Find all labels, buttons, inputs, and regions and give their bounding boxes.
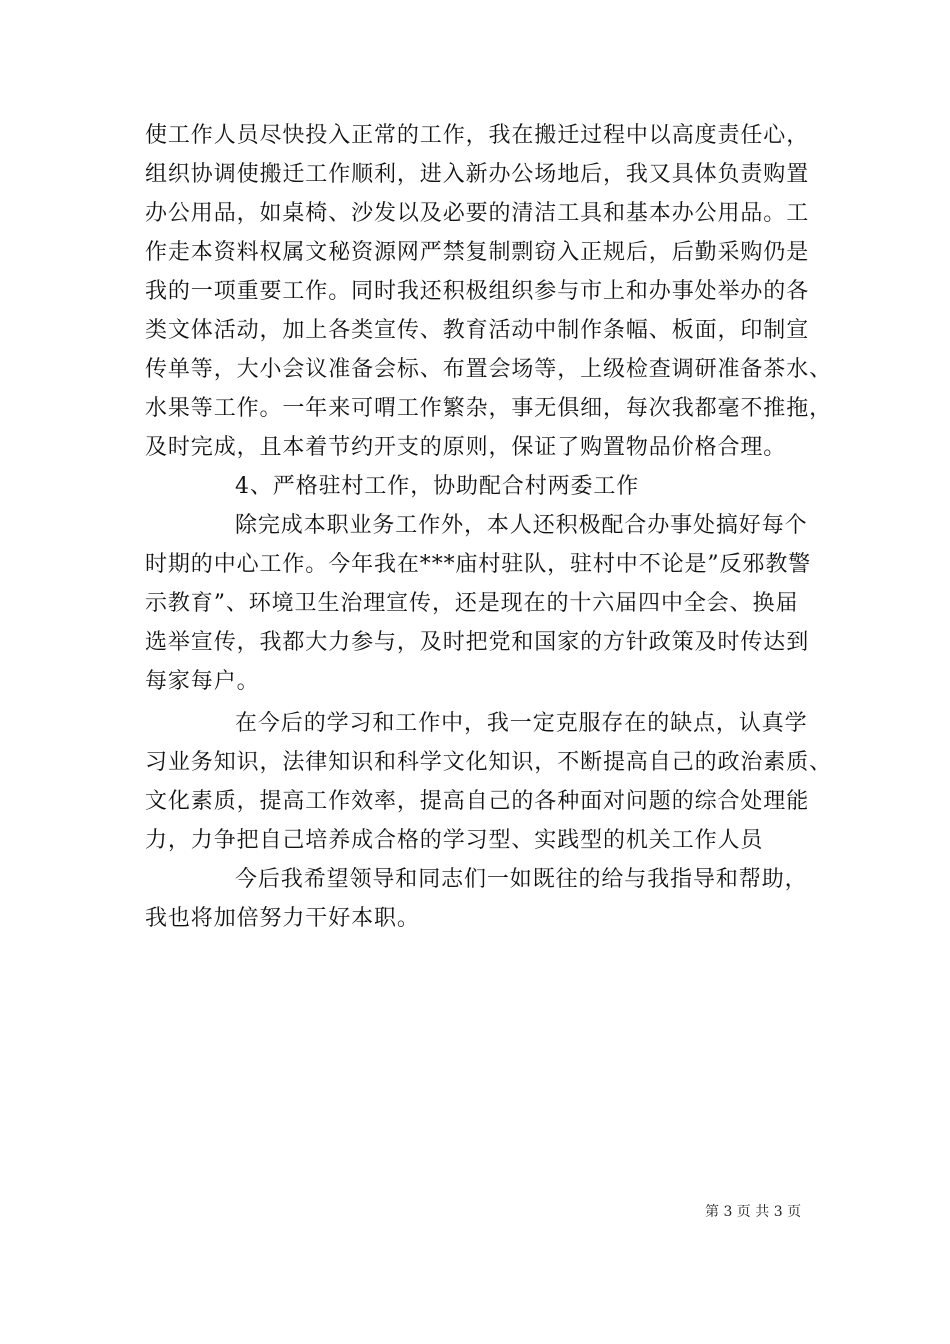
text-line: 水果等工作。一年来可喟工作繁杂，事无俱细，每次我都毫不推拖， <box>145 396 833 421</box>
text-line: 使工作人员尽快投入正常的工作，我在搬迁过程中以高度责任心， <box>145 123 810 148</box>
document-body <box>145 116 833 938</box>
text-line: 时期的中心工作。今年我在***庙村驻队，驻村中不论是”反邪教警 <box>145 552 812 577</box>
paragraph-first-line: 在今后的学习和工作中，我一定克服存在的缺点，认真学 <box>235 711 808 736</box>
text-line: 我也将加倍努力干好本职。 <box>145 906 420 931</box>
text-line: 传单等，大小会议准备会标、布置会场等，上级检查调研准备茶水、 <box>145 357 833 382</box>
text-line: 文化素质，提高工作效率，提高自己的各种面对问题的综合处理能 <box>145 789 810 814</box>
text-line: 每家每户。 <box>145 669 260 694</box>
page-number-footer: 第 3 页 共 3 页 <box>705 1204 802 1220</box>
text-line: 习业务知识，法律知识和科学文化知识，不断提高自己的政治素质、 <box>145 750 833 775</box>
text-line: 类文体活动，加上各类宣传、教育活动中制作条幅、板面，印制宣 <box>145 318 810 343</box>
text-line: 示教育”、环境卫生治理宣传，还是现在的十六届四中全会、换届 <box>145 591 799 616</box>
text-line: 及时完成，且本着节约开支的原则，保证了购置物品价格合理。 <box>145 435 787 460</box>
text-line: 力，力争把自己培养成合格的学习型、实践型的机关工作人员 <box>145 828 764 853</box>
text-line: 办公用品，如桌椅、沙发以及必要的清洁工具和基本办公用品。工 <box>145 201 810 226</box>
paragraph-first-line: 今后我希望领导和同志们一如既往的给与我指导和帮助， <box>235 867 808 892</box>
text-line: 组织协调使搬迁工作顺利，进入新办公场地后，我又具体负责购置 <box>145 162 810 187</box>
text-line: 作走本资料权属文秘资源网严禁复制剽窃入正规后，后勤采购仍是 <box>145 240 810 265</box>
section-heading: 4、严格驻村工作，协助配合村两委工作 <box>235 474 640 499</box>
text-line: 我的一项重要工作。同时我还积极组织参与市上和办事处举办的各 <box>145 279 810 304</box>
paragraph-first-line: 除完成本职业务工作外，本人还积极配合办事处搞好每个 <box>235 513 808 538</box>
text-line: 选举宣传，我都大力参与，及时把党和国家的方针政策及时传达到 <box>145 630 810 655</box>
